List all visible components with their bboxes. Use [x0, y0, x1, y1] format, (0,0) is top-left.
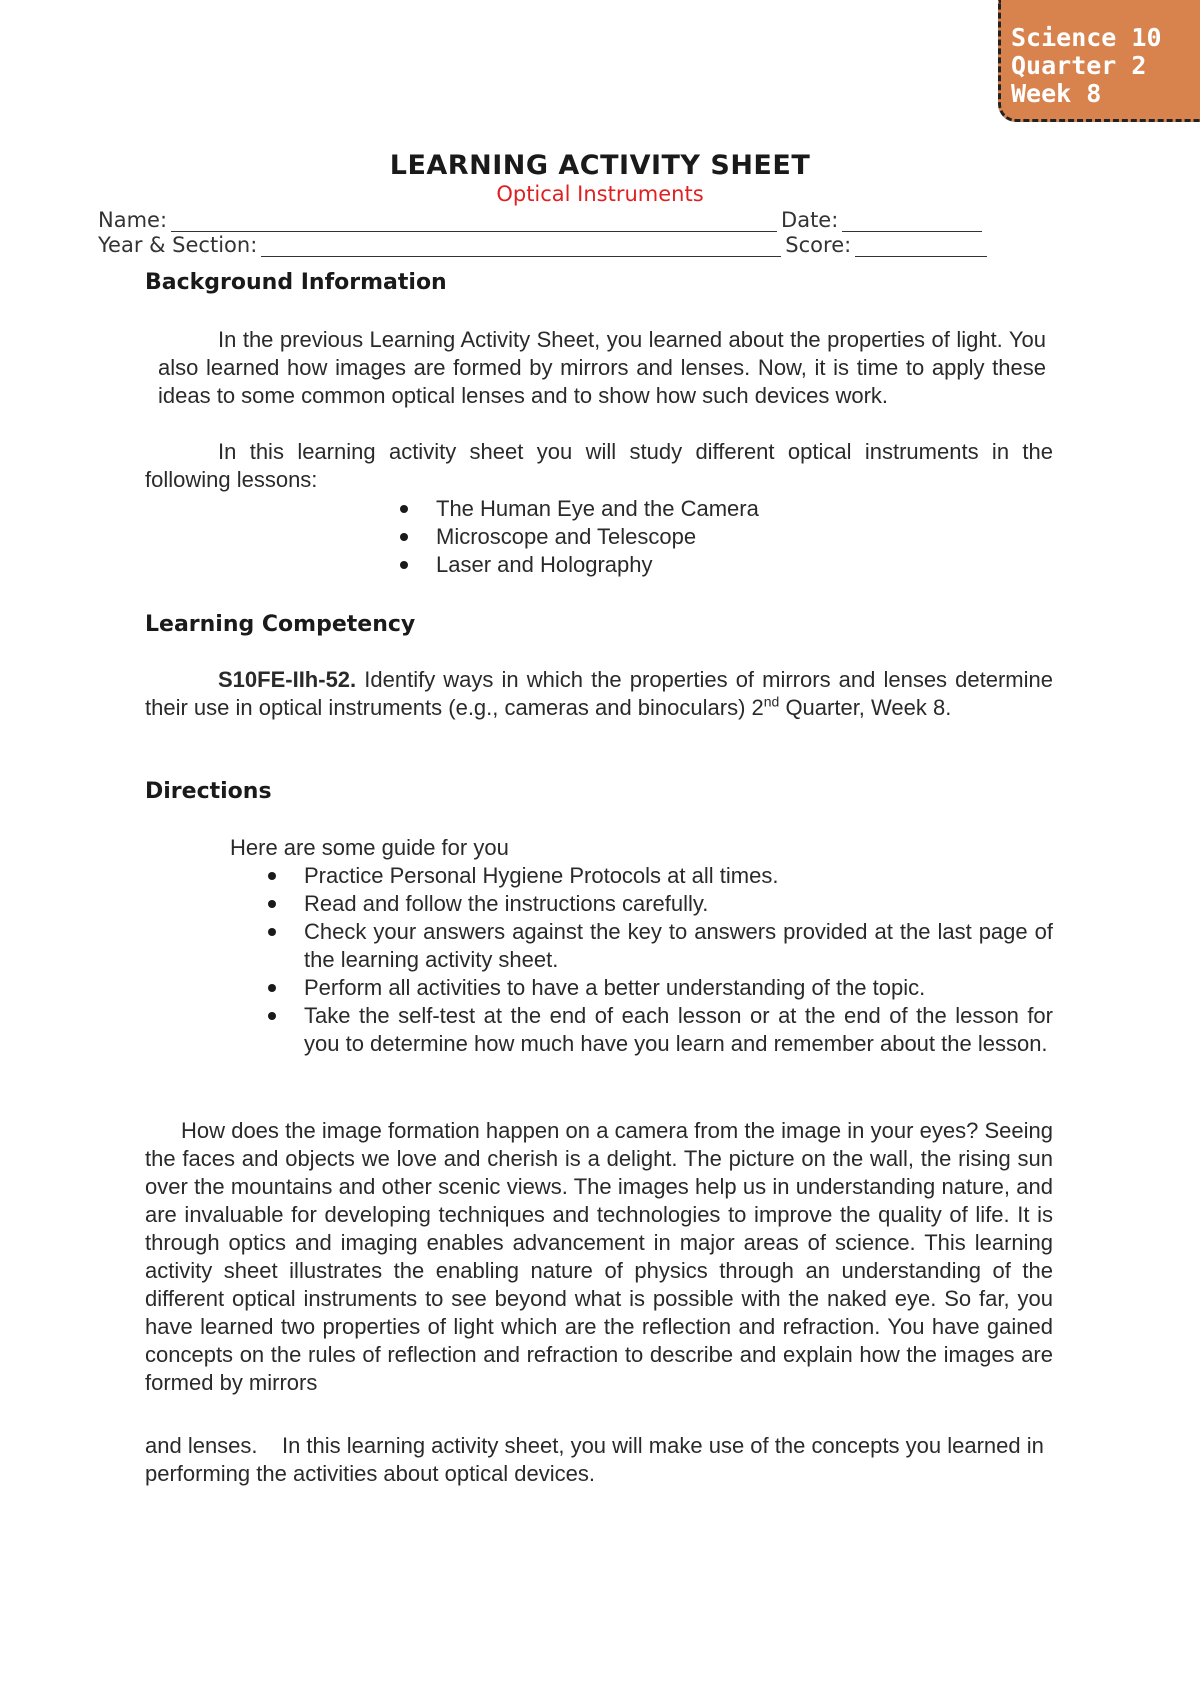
competency-paragraph [145, 666, 1053, 722]
body-paragraph-2: and lenses. In this learning activity sheet, you will make use of the concepts you learned in performing the activities about optical devices. [145, 1433, 1050, 1486]
competency-text: Identify ways in which the properties of mirrors and lenses determine their use in optical instruments (e.g., cameras and binoculars) 2 [145, 667, 1053, 720]
body-paragraph-1: How does the image formation happen on a camera from the image in your eyes? Seeing the faces and objects we love and cherish is a delight. The picture on the wall, the rising sun over the mountains and other scenic views. The images help us in understanding nature, and are invaluable for developing techniques and technologies to improve the quality of life. It is through optics and imaging enables advancement in major areas of science. This learning activity sheet illustrates the enabling nature of physics through an understanding of the different optical instruments to see beyond what is possible with the naked eye. So far, you have learned two properties of light which are the reflection and refraction. You have gained concepts on the rules of reflection and refraction to describe and explain how the images are formed by mirrors [145, 1118, 1053, 1395]
subject-tag [998, 0, 1200, 122]
competency-tail: Quarter, Week 8. [779, 695, 952, 720]
lessons-list [398, 495, 918, 579]
background-paragraph-1: In the previous Learning Activity Sheet, you learned about the properties of light. You also learned how images are formed by mirrors and lenses. Now, it is time to apply these ideas to some common optical lenses and to show how such devices work. [158, 327, 1046, 408]
name-label: Name: [98, 208, 168, 232]
competency-superscript: nd [763, 693, 780, 710]
list-item: Practice Personal Hygiene Protocols at all times. [266, 862, 1053, 890]
competency-code: S10FE-IIh-52. [218, 667, 357, 692]
page-subtitle: Optical Instruments [496, 182, 704, 206]
list-item: The Human Eye and the Camera [398, 495, 918, 523]
list-item: Read and follow the instructions carefully. [266, 890, 1053, 918]
list-item: Laser and Holography [398, 551, 918, 579]
date-label: Date: [781, 208, 839, 232]
name-date-row [98, 208, 986, 232]
page-title: LEARNING ACTIVITY SHEET [389, 150, 811, 181]
subject-label: Science 10 [1011, 23, 1162, 52]
directions-heading: Directions [145, 779, 272, 804]
quarter-label: Quarter 2 [1011, 51, 1147, 80]
competency-heading: Learning Competency [145, 612, 416, 637]
list-item: Take the self-test at the end of each lesson or at the end of the lesson for you to determine how much have you learn and remember about the lesson. [266, 1002, 1053, 1058]
section-field[interactable] [261, 236, 781, 257]
name-field[interactable] [171, 211, 777, 232]
score-field[interactable] [855, 236, 987, 257]
section-label: Year & Section: [98, 233, 258, 257]
week-label: Week 8 [1011, 79, 1102, 108]
section-score-row [98, 233, 991, 257]
list-item: Perform all activities to have a better understanding of the topic. [266, 974, 1053, 1002]
directions-intro: Here are some guide for you [230, 835, 509, 860]
directions-list [266, 862, 1053, 1058]
background-heading: Background Information [145, 270, 447, 295]
score-label: Score: [785, 233, 852, 257]
list-item: Check your answers against the key to answers provided at the last page of the learning activity sheet. [266, 918, 1053, 974]
list-item: Microscope and Telescope [398, 523, 918, 551]
background-paragraph-2: In this learning activity sheet you will study different optical instruments in the following lessons: [145, 439, 1053, 492]
date-field[interactable] [842, 211, 982, 232]
